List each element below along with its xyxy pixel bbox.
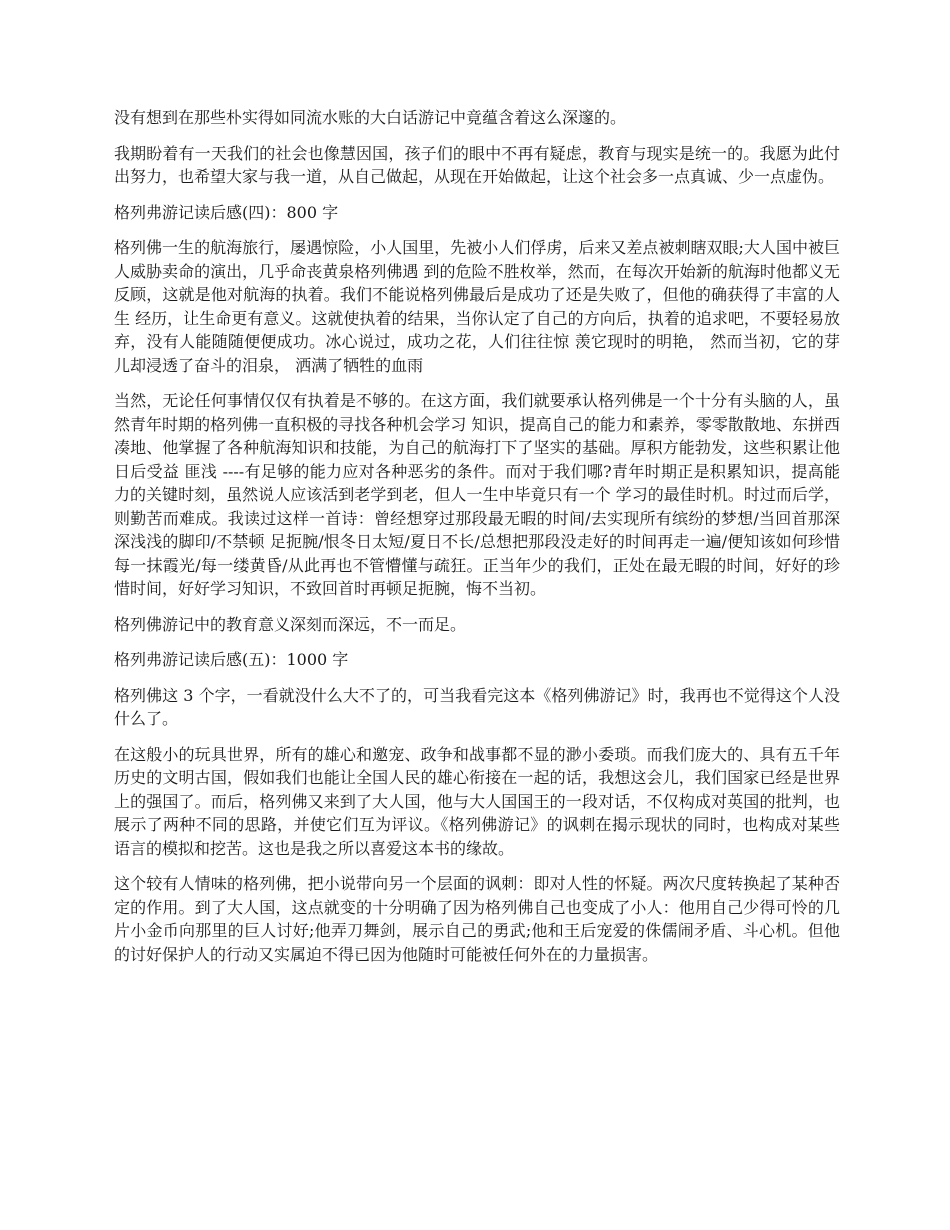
paragraph-hope: 我期盼着有一天我们的社会也像慧因国，孩子们的眼中不再有疑虑，教育与现实是统一的。我愿为此付出努力，也希望大家与我一道，从自己做起，从现在开始做起，让这个社会多一点真诚、少一点虚伪。 — [114, 143, 840, 186]
section-heading-five: 格列弗游记读后感(五)：1000 字 — [114, 650, 349, 669]
paragraph-knowledge: 当然，无论任何事情仅仅有执着是不够的。在这方面，我们就要承认格列佛是一个十分有头脑的人，虽然青年时期的格列佛一直积极的寻找各种机会学习 知识，提高自己的能力和素养，零零散散地、东拼西凑地、他掌握了各种航海知识和技能，为自己的航海打下了坚实的基础。厚积方能勃发，这些积累让他日后受益 匪浅 ----有足够的能力应对各种恶劣的条件。而对于我们哪?青年时期正是积累知识，提高能力的关键时刻，虽然说人应该活到老学到老，但人一生中毕竟只有一个 学习的最佳时机。时过而后学，则勤苦而难成。我读过这样一首诗：曾经想穿过那段最无暇的时间/去实现所有缤纷的梦想/当回首那深深浅浅的脚印/不禁顿 足扼腕/恨冬日太短/夏日不长/总想把那段没走好的时间再走一遍/便知该如何珍惜每一抹霞光/每一缕黄昏/从此再也不管懵懂与疏狂。正当年少的我们，正处在最无暇的时间，好好的珍惜时间，好好学习知识，不致回首时再顿足扼腕，悔不当初。 — [114, 391, 840, 598]
document-page — [114, 106, 840, 978]
paragraph-intro-end: 没有想到在那些朴实得如同流水账的大白话游记中竟蕴含着这么深邃的。 — [114, 108, 627, 127]
paragraph-education-meaning: 格列佛游记中的教育意义深刻而深远，不一而足。 — [114, 614, 467, 634]
paragraph-toy-world: 在这般小的玩具世界，所有的雄心和邀宠、政争和战事都不显的渺小委琐。而我们庞大的、具有五千年历史的文明古国，假如我们也能让全国人民的雄心衔接在一起的话，我想这会儿，我们国家已经是世界上的强国了。而后，格列佛又来到了大人国，他与大人国国王的一段对话，不仅构成对英国的批判，也展示了两种不同的思路，并使它们互为评议。《格列佛游记》的讽刺在揭示现状的同时，也构成对某些语言的模拟和挖苦。这也是我之所以喜爱这本书的缘故。 — [114, 744, 840, 858]
paragraph-voyages: 格列佛一生的航海旅行，屡遇惊险，小人国里，先被小人们俘虏，后来又差点被刺瞎双眼;大人国中被巨人威胁卖命的演出，几乎命丧黄泉格列佛遇 到的危险不胜枚举，然而，在每次开始新的航海时他都义无反顾，这就是他对航海的执着。我们不能说格列佛最后是成功了还是失败了，但他的确获得了丰富的人生 经历，让生命更有意义。这就使执着的结果，当你认定了自己的方向后，执着的追求吧，不要轻易放弃，没有人能随随便便成功。冰心说过，成功之花，人们往往惊 羡它现时的明艳， 然而当初，它的芽儿却浸透了奋斗的泪泉， 洒满了牺牲的血雨 — [114, 238, 840, 375]
section-heading-four: 格列弗游记读后感(四)：800 字 — [114, 202, 339, 222]
paragraph-human-nature: 这个较有人情味的格列佛，把小说带向另一个层面的讽刺：即对人性的怀疑。两次尺度转换起了某种否定的作用。到了大人国，这点就变的十分明确了因为格列佛自己也变成了小人：他用自己少得可怜的几片小金币向那里的巨人讨好;他弄刀舞剑，展示自己的勇武;他和王后宠爱的侏儒闹矛盾、斗心机。但他的讨好保护人的行动又实属迫不得已因为他随时可能被任何外在的力量损害。 — [114, 874, 840, 964]
paragraph-three-characters: 格列佛这 3 个字，一看就没什么大不了的，可当我看完这本《格列佛游记》时，我再也不觉得这个人没什么了。 — [114, 685, 840, 728]
